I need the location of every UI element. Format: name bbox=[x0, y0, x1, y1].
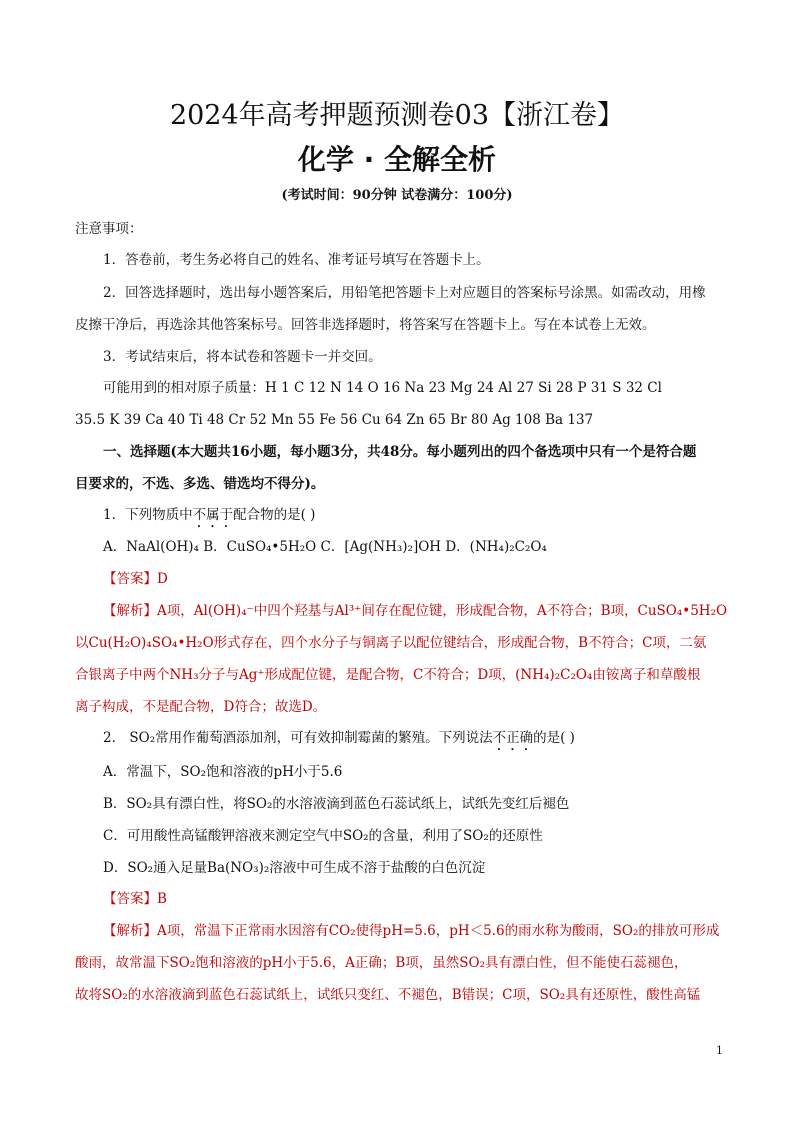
page-title: 2024年高考押题预测卷03【浙江卷】 bbox=[169, 100, 625, 131]
question-1-explanation-3: 合银离子中两个NH₃分子与Ag⁺形成配位键，是配合物，C不符合；D项，(NH₄)₂C₂O₄由铵离子和草酸根 bbox=[75, 667, 701, 683]
note-item-2b: 皮擦干净后，再选涂其他答案标号。回答非选择题时，将答案写在答题卡上。写在本试卷上无效。 bbox=[75, 317, 656, 333]
section-heading-line1: 一、选择题(本大题共16小题，每小题3分，共48分。每小题列出的四个备选项中只有一个是符合题 bbox=[103, 444, 697, 460]
atomic-masses-line2: 35.5 K 39 Ca 40 Ti 48 Cr 52 Mn 55 Fe 56 Cu 64 Zn 65 Br 80 Ag 108 Ba 137 bbox=[75, 412, 594, 428]
question-1-options: A．NaAl(OH)₄ B．CuSO₄•5H₂O C．[Ag(NH₃)₂]OH D．(NH₄)₂C₂O₄ bbox=[103, 539, 547, 555]
atomic-masses-line1: 可能用到的相对原子质量：H 1 C 12 N 14 O 16 Na 23 Mg 24 Al 27 Si 28 P 31 S 32 Cl bbox=[103, 380, 662, 396]
question-2-option-b: B．SO₂具有漂白性，将SO₂的水溶液滴到蓝色石蕊试纸上，试纸先变红后褪色 bbox=[103, 796, 570, 812]
question-2-option-c: C．可用酸性高锰酸钾溶液来测定空气中SO₂的含量，利用了SO₂的还原性 bbox=[103, 828, 543, 844]
question-2-stem: 2． SO₂常用作葡萄酒添加剂，可有效抑制霉菌的繁殖。下列说法不正确的是( ) bbox=[103, 730, 575, 746]
question-1-explanation-2: 以Cu(H₂O)₄SO₄•H₂O形式存在，四个水分子与铜离子以配位键结合，形成配合物，B不符合；C项，二氨 bbox=[75, 635, 707, 651]
question-2-option-a: A．常温下，SO₂饱和溶液的pH小于5.6 bbox=[103, 764, 343, 780]
question-1-stem: 1．下列物质中不属于配合物的是( ) bbox=[103, 507, 316, 523]
note-item-2a: 2．回答选择题时，选出每小题答案后，用铅笔把答题卡上对应题目的答案标号涂黑。如需改动，用橡 bbox=[103, 285, 706, 301]
emphasis-text: 不属于 bbox=[192, 507, 234, 523]
question-1-explanation-4: 离子构成，不是配合物，D符合；故选D。 bbox=[75, 699, 327, 715]
notes-heading: 注意事项： bbox=[75, 221, 143, 237]
question-2-explanation-1: 【解析】A项，常温下正常雨水因溶有CO₂使得pH=5.6，pH＜5.6的雨水称为酸雨，SO₂的排放可形成 bbox=[103, 923, 720, 939]
question-1-answer: 【答案】D bbox=[103, 571, 168, 587]
question-2-explanation-3: 故将SO₂的水溶液滴到蓝色石蕊试纸上，试纸只变红、不褪色，B错误；C项，SO₂具有还原性，酸性高锰 bbox=[75, 987, 701, 1003]
question-2-explanation-2: 酸雨，故常温下SO₂饱和溶液的pH小于5.6，A正确；B项，虽然SO₂具有漂白性，但不能使石蕊褪色， bbox=[75, 955, 688, 971]
question-2-answer: 【答案】B bbox=[103, 891, 167, 907]
emphasis-text: 不正确 bbox=[492, 730, 534, 746]
page-number: 1 bbox=[716, 1044, 723, 1057]
question-2-option-d: D．SO₂通入足量Ba(NO₃)₂溶液中可生成不溶于盐酸的白色沉淀 bbox=[103, 860, 486, 876]
section-heading-line2: 目要求的，不选、多选、错选均不得分)。 bbox=[75, 476, 325, 492]
exam-info: (考试时间：90分钟 试卷满分：100分) bbox=[281, 188, 513, 203]
note-item-1: 1．答卷前，考生务必将自己的姓名、准考证号填写在答题卡上。 bbox=[103, 252, 490, 268]
question-1-explanation-1: 【解析】A项，Al(OH)₄⁻中四个羟基与Al³⁺间存在配位键，形成配合物，A不符合；B项，CuSO₄•5H₂O bbox=[103, 603, 728, 619]
page-subtitle: 化学 · 全解全析 bbox=[297, 143, 497, 176]
note-item-3: 3．考试结束后，将本试卷和答题卡一并交回。 bbox=[103, 349, 382, 365]
